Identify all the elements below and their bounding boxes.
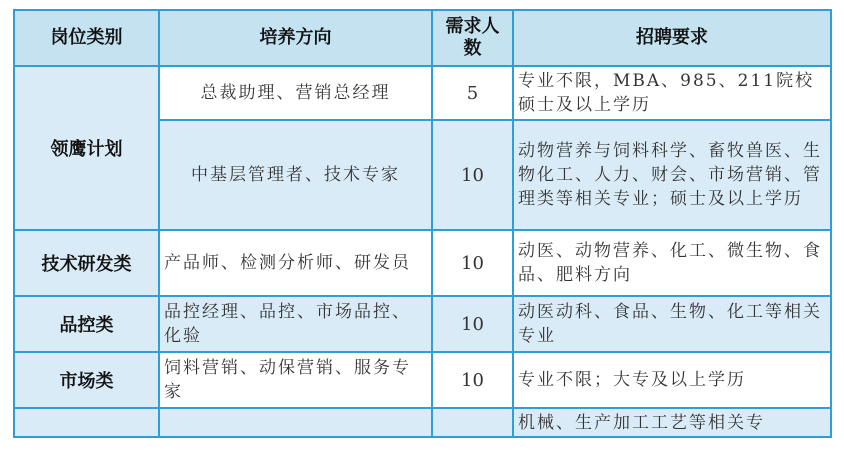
requirements-text: 专业不限；大专及以上学历 — [518, 370, 746, 390]
direction-text: 饲料营销、动保营销、服务专家 — [164, 358, 411, 402]
direction-text: 品控经理、品控、市场品控、化验 — [164, 302, 411, 346]
category-cell-5 — [15, 409, 158, 436]
requirements-text: 动医动科、食品、生物、化工等相关专业 — [518, 302, 822, 346]
header-count: 需求人数 — [445, 16, 500, 59]
count-text: 5 — [466, 82, 479, 104]
direction-text: 中基层管理者、技术专家 — [191, 165, 400, 185]
requirements-text: 动物营养与饲料科学、畜牧兽医、生物化工、人力、财会、市场营销、管理类等相关专业；硕士及以上学历 — [518, 141, 822, 209]
count-text: 10 — [461, 313, 484, 335]
header-requirements: 招聘要求 — [636, 27, 708, 48]
requirements-text: 机械、生产加工工艺等相关专 — [518, 412, 765, 433]
count-cell-shade-3 — [433, 409, 512, 436]
category-label: 领鹰计划 — [50, 139, 123, 160]
count-text: 10 — [461, 164, 484, 186]
count-text: 10 — [461, 369, 484, 391]
category-label: 技术研发类 — [41, 254, 132, 275]
direction-cell-shade-3 — [160, 409, 431, 436]
category-label: 品控类 — [59, 315, 114, 336]
grid-line — [512, 9, 514, 438]
requirements-text: 专业不限，MBA、985、211院校硕士及以上学历 — [518, 71, 815, 115]
category-label: 市场类 — [59, 371, 114, 392]
direction-text: 产品师、检测分析师、研发员 — [164, 253, 411, 273]
requirements-text: 动医、动物营养、化工、微生物、食品、肥料方向 — [518, 241, 822, 285]
count-text: 10 — [461, 252, 484, 274]
direction-text: 总裁助理、营销总经理 — [200, 83, 391, 103]
header-direction: 培养方向 — [259, 27, 332, 48]
header-category: 岗位类别 — [50, 27, 123, 48]
